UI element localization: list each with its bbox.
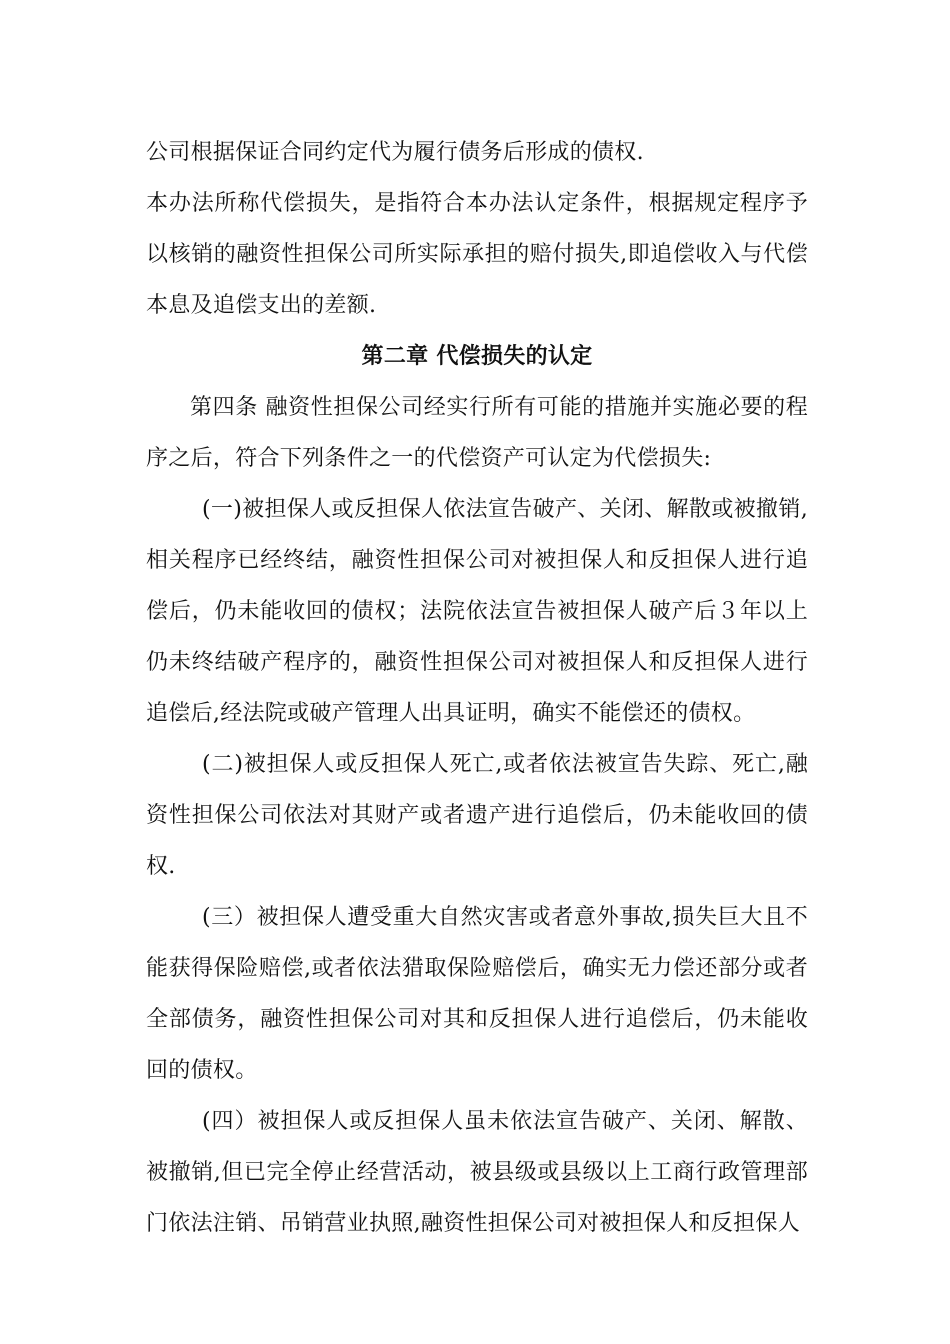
condition-item-1: (一)被担保人或反担保人依法宣告破产、关闭、解散或被撤销,相关程序已经终结，融资性担保公司对被担保人和反担保人进行追偿后，仍未能收回的债权；法院依法宣告被担保人破产后３年以上仍未终结破产程序的，融资性担保公司对被担保人和反担保人进行追偿后,经法院或破产管理人出具证明，确实不能偿还的债权。 — [146, 497, 808, 726]
condition-item-3: (三）被担保人遭受重大自然灾害或者意外事故,损失巨大且不能获得保险赔偿,或者依法猎取保险赔偿后，确实无力偿还部分或者全部债务，融资性担保公司对其和反担保人进行追偿后，仍未能收回的债权。 — [146, 905, 808, 1083]
condition-item-2: (二)被担保人或反担保人死亡,或者依法被宣告失踪、死亡,融资性担保公司依法对其财产或者遗产进行追偿后，仍未能收回的债权. — [146, 752, 808, 879]
document-body — [146, 127, 808, 1249]
chapter-heading: 第二章 代偿损失的认定 — [361, 343, 593, 369]
paragraph-continuation: 公司根据保证合同约定代为履行债务后形成的债权. — [146, 140, 644, 165]
article-four: 第四条 融资性担保公司经实行所有可能的措施并实施必要的程序之后，符合下列条件之一的代偿资产可认定为代偿损失: — [146, 395, 808, 471]
paragraph-definition: 本办法所称代偿损失，是指符合本办法认定条件，根据规定程序予以核销的融资性担保公司所实际承担的赔付损失,即追偿收入与代偿本息及追偿支出的差额. — [146, 191, 808, 318]
condition-item-4: (四）被担保人或反担保人虽未依法宣告破产、关闭、解散、被撤销,但已完全停止经营活动，被县级或县级以上工商行政管理部门依法注销、吊销营业执照,融资性担保公司对被担保人和反担保人 — [146, 1109, 808, 1236]
